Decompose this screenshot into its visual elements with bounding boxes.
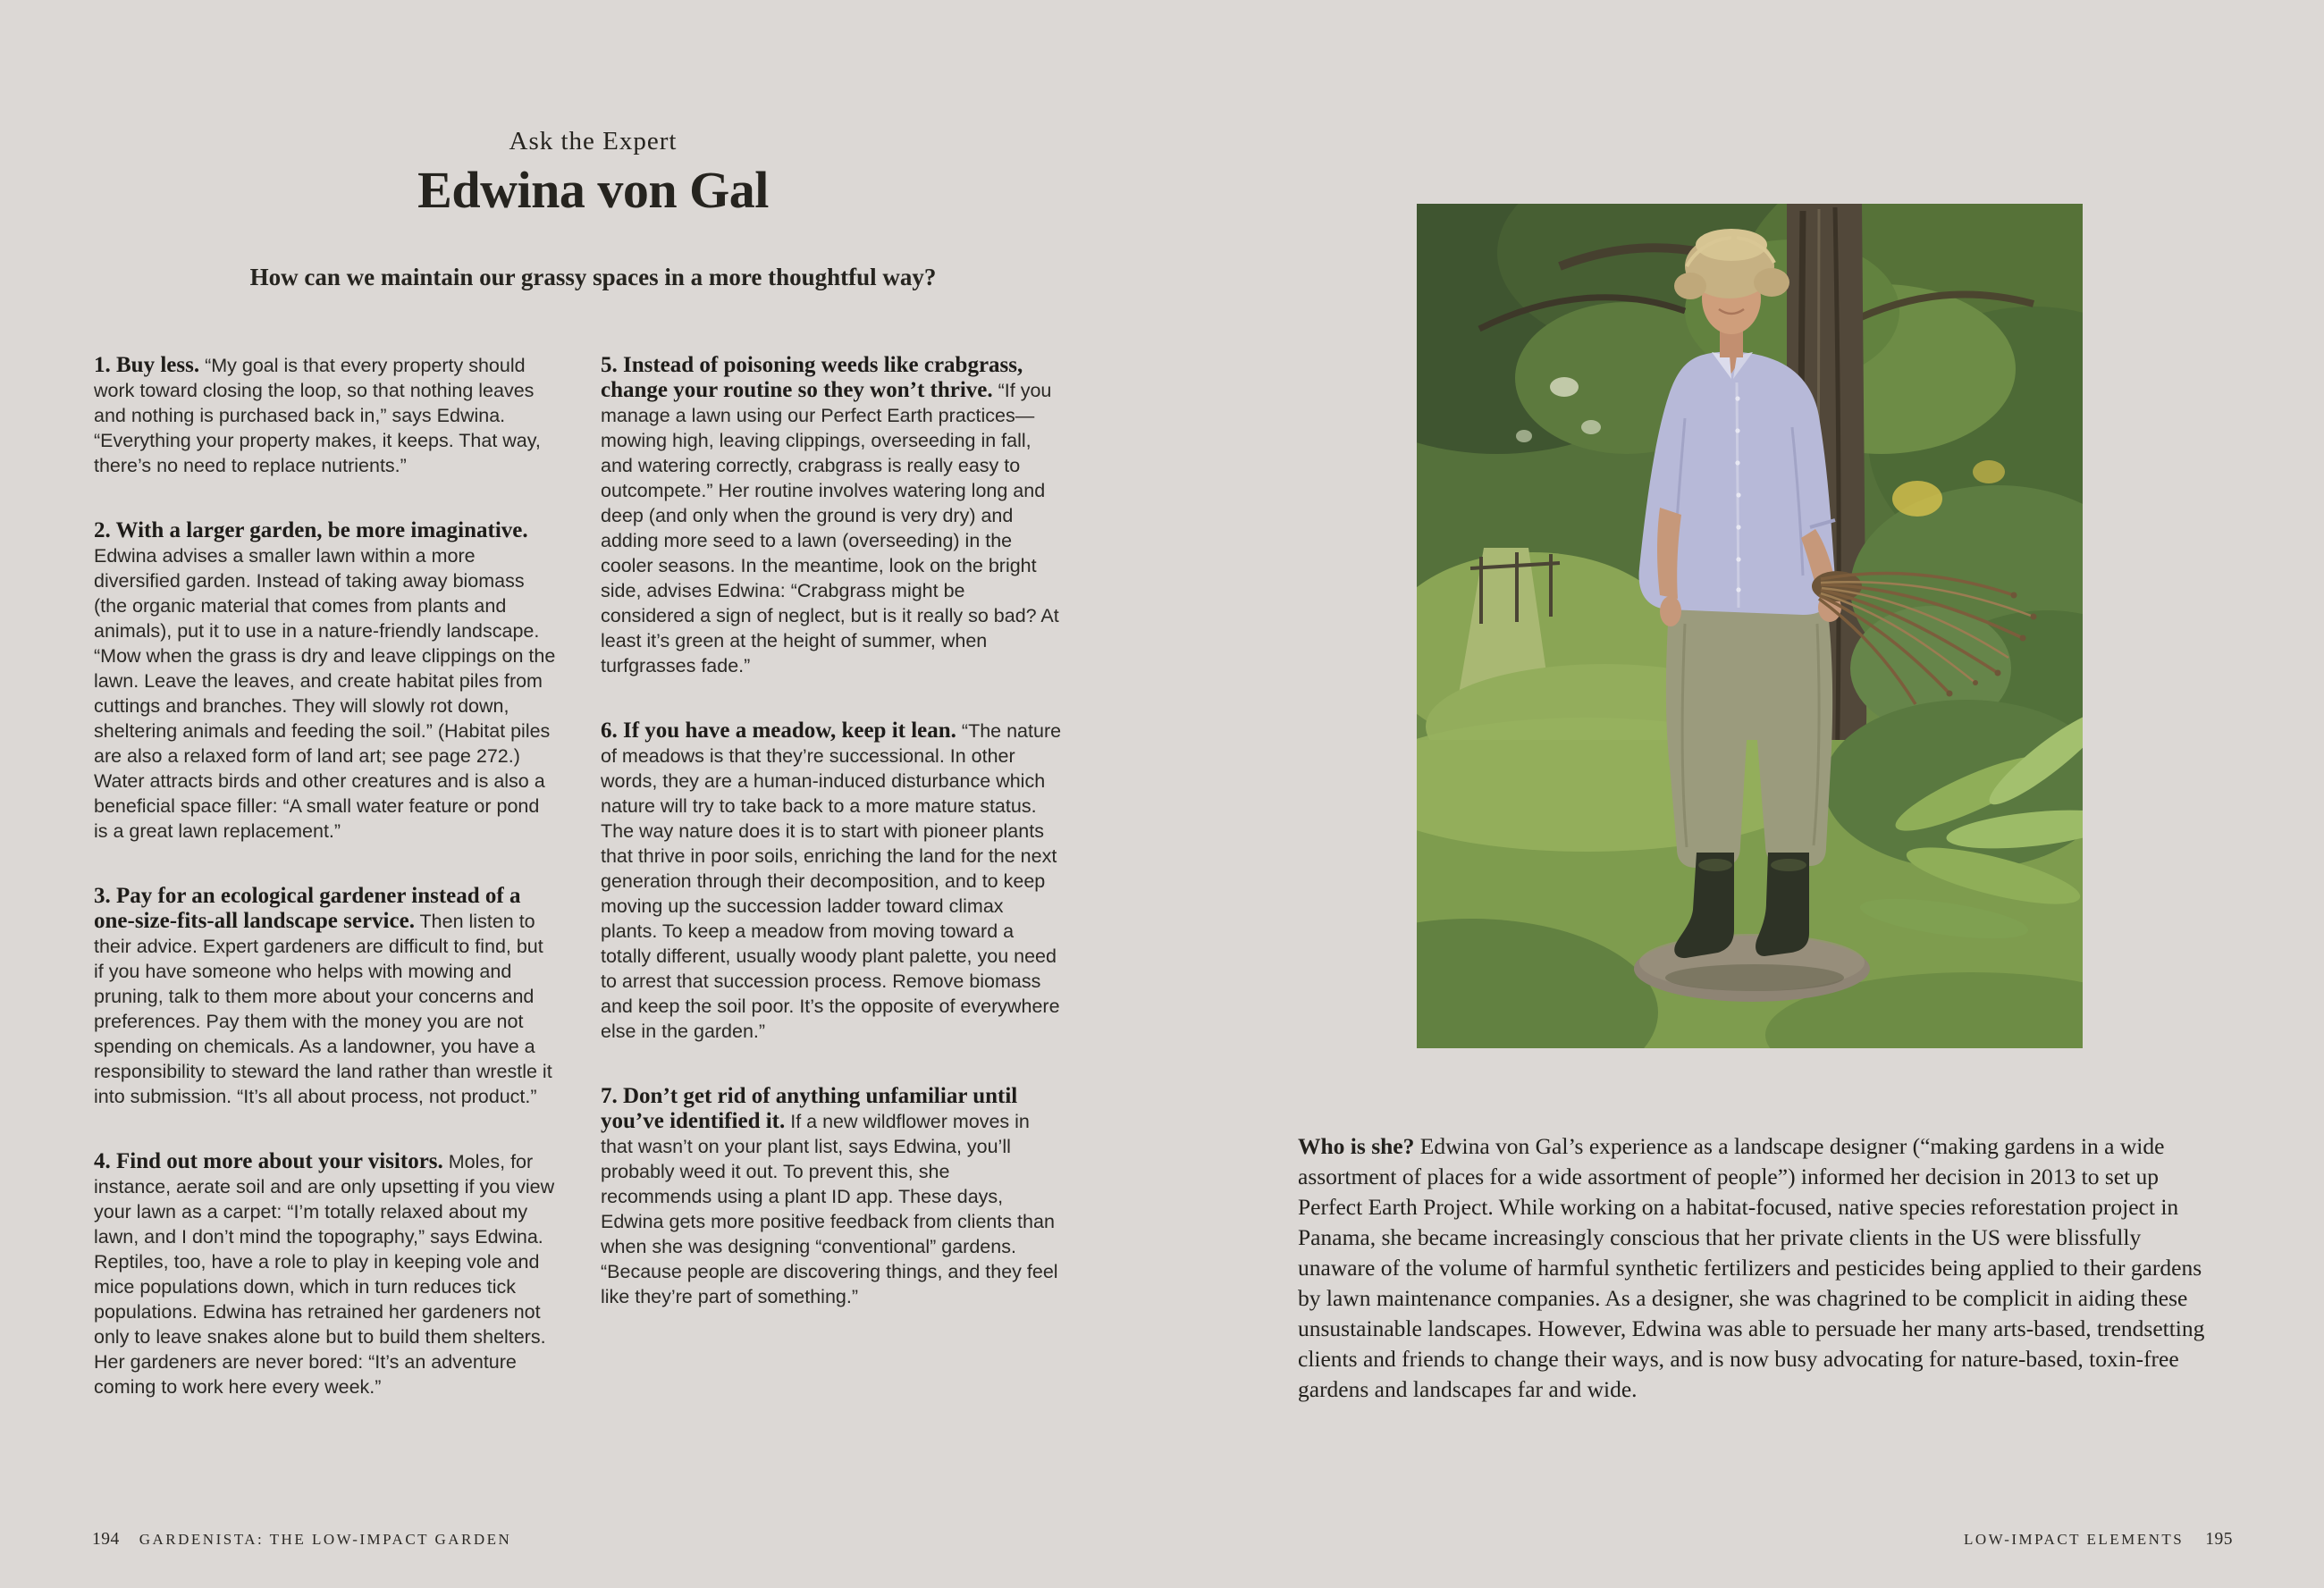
tip-1-body: “My goal is that every property should work toward closing the loop, so that nothing leaves and nothing is purchased back in,” says Edwina. “Everything your property makes, it keeps. That way, there’s no need to replace nutrients.” xyxy=(94,355,541,476)
lead-question: How can we maintain our grassy spaces in a more thoughtful way? xyxy=(249,264,937,290)
page-number-left: 194 xyxy=(92,1530,120,1549)
tip-6 xyxy=(601,718,1063,1044)
tip-2-body: Edwina advises a smaller lawn within a more diversified garden. Instead of taking away biomass (the organic material that comes from plants and animals), put it to use in a nature-friendly landscape. “Mow when the grass is dry and leave clippings on the lawn. Leave the leaves, and create habitat piles from cuttings and branches. They will slowly rot down, sheltering animals and feeding the soil.” (Habitat piles are also a relaxed form of land art; see page 272.) Water attracts birds and other creatures and is also a beneficial space filler: “A small water feature or pond is a great lawn replacement.” xyxy=(94,545,556,842)
tip-3-body: Then listen to their advice. Expert gardeners are difficult to find, but if you have someone who helps with mowing and pruning, talk to them more about your concerns and preferences. Pay them with the money you are not spending on chemicals. As a landowner, you have a responsibility to steward the land rather than wrestle it into submission. “It’s all about process, not product.” xyxy=(94,911,552,1107)
footer-left xyxy=(92,1530,511,1550)
tip-4 xyxy=(94,1149,556,1399)
page-title: Edwina von Gal xyxy=(417,161,769,220)
kicker: Ask the Expert xyxy=(509,127,678,155)
tip-7-heading: 7. Don’t get rid of anything unfamiliar until you’ve identified it. xyxy=(601,1084,1018,1133)
who-is-she-block xyxy=(1298,1131,2220,1405)
article-header xyxy=(94,125,1092,219)
tip-3-heading: 3. Pay for an ecological gardener instead of a one-size-fits-all landscape service. xyxy=(94,884,521,933)
tip-6-heading: 6. If you have a meadow, keep it lean. xyxy=(601,718,956,743)
footer-section-title: LOW-IMPACT ELEMENTS xyxy=(1963,1531,2185,1548)
tip-5 xyxy=(601,353,1063,678)
tip-7-body: If a new wildflower moves in that wasn’t on your plant list, says Edwina, you’ll probably weed it out. To prevent this, she recommends using a plant ID app. These days, Edwina gets more positive feedback from clients than when she was designing “conventional” gardens. “Because people are discovering things, and they feel like they’re part of something.” xyxy=(601,1111,1058,1307)
figure-shadow xyxy=(1665,964,1844,991)
portrait-photo xyxy=(1417,204,2083,1048)
page-number-right: 195 xyxy=(2205,1530,2233,1549)
garden-portrait-illustration xyxy=(1417,204,2083,1048)
tip-3 xyxy=(94,884,556,1109)
who-is-she-label: Who is she? xyxy=(1298,1133,1415,1159)
tip-4-body: Moles, for instance, aerate soil and are only upsetting if you view your lawn as a carpet: “I’m totally relaxed about my lawn, and I don’t mind the topography,” says Edwina. Reptiles, too, have a role to play in keeping vole and mice populations down, which in turn reduces tick populations. Edwina has retrained her gardeners not only to leave snakes alone but to build them shelters. Her gardeners are never bored: “It’s an adventure coming to work here every week.” xyxy=(94,1151,555,1398)
tip-6-body: “The nature of meadows is that they’re successional. In other words, they are a human-induced disturbance which nature will try to take back to a more mature status. The way nature does it is to start with pioneer plants that thrive in poor soils, enriching the land for the next generation through their decomposition, and to keep moving up the succession ladder toward climax plants. To keep a meadow from moving toward a totally different, usually woody plant palette, you need to arrest that succession process. Remove biomass and keep the soil poor. It’s the opposite of everywhere else in the garden.” xyxy=(601,720,1062,1042)
tip-4-heading: 4. Find out more about your visitors. xyxy=(94,1149,443,1173)
who-is-she-body: Edwina von Gal’s experience as a landscape designer (“making gardens in a wide assortment of places for a wide assortment of people”) informed her decision in 2013 to set up Perfect Earth Project. While working on a habitat-focused, native species reforestation project in Panama, she became increasingly conscious that her private clients in the US were blissfully unaware of the volume of harmful synthetic fertilizers and pesticides being applied to their gardens by lawn maintenance companies. As a designer, she was chagrined to be complicit in aiding these unsustainable landscapes. However, Edwina was able to persuade her many arts-based, trendsetting clients and friends to change their ways, and is now busy advocating for nature-based, toxin-free gardens and landscapes far and wide. xyxy=(1298,1133,2205,1402)
tip-7 xyxy=(601,1084,1063,1309)
tips-column-2 xyxy=(601,353,1063,1349)
tip-5-body: “If you manage a lawn using our Perfect Earth practices—mowing high, leaving clippings, overseeding in fall, and watering correctly, crabgrass is really easy to outcompete.” Her routine involves watering long and deep (and only when the ground is very dry) and adding more seed to a lawn (overseeding) in the cooler seasons. In the meantime, look on the bright side, advises Edwina: “Crabgrass might be considered a sign of neglect, but is it really so bad? At least it’s green at the height of summer, when turfgrasses fade.” xyxy=(601,380,1059,676)
tip-2-heading: 2. With a larger garden, be more imaginative. xyxy=(94,518,528,542)
tip-1 xyxy=(94,353,556,478)
tips-column-1 xyxy=(94,353,556,1440)
footer-book-title: GARDENISTA: THE LOW-IMPACT GARDEN xyxy=(139,1531,512,1548)
tip-5-heading: 5. Instead of poisoning weeds like crabgrass, change your routine so they won’t thrive. xyxy=(601,353,1023,402)
tip-2 xyxy=(94,518,556,844)
tip-1-heading: 1. Buy less. xyxy=(94,353,200,377)
footer-right xyxy=(1964,1530,2233,1550)
